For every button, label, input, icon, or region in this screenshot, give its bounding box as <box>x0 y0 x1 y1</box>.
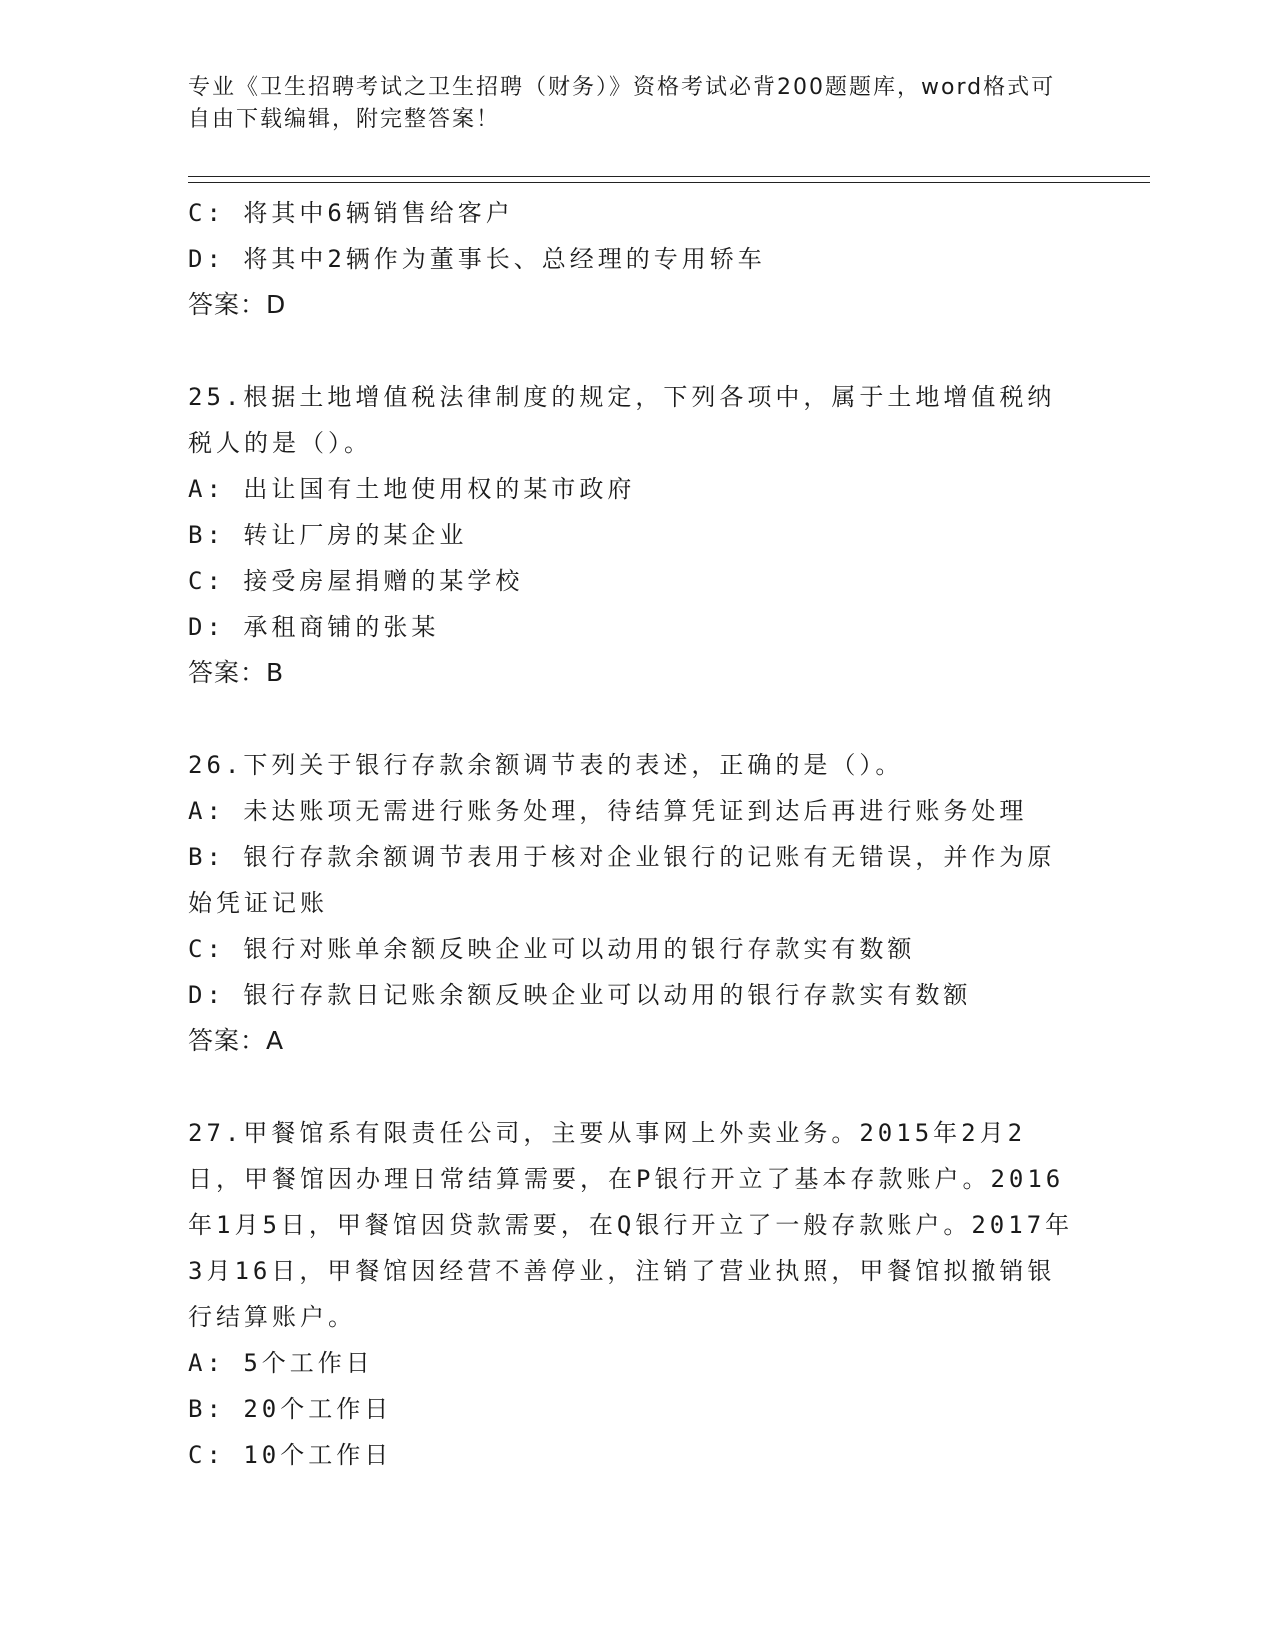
question-content <box>188 190 1078 1478</box>
spacer <box>188 696 1078 742</box>
option-b: B: 20个工作日 <box>188 1395 393 1423</box>
option-c: C: 将其中6辆销售给客户 <box>188 199 514 227</box>
answer-line: 答案：A <box>188 1026 285 1055</box>
question-26 <box>188 742 1078 1064</box>
header-intro-text: 专业《卫生招聘考试之卫生招聘（财务）》资格考试必背200题题库，word格式可自由下载编辑，附完整答案！ <box>188 75 1056 132</box>
question-27 <box>188 1110 1078 1478</box>
option-a: A: 出让国有土地使用权的某市政府 <box>188 475 636 503</box>
option-d: D: 银行存款日记账余额反映企业可以动用的银行存款实有数额 <box>188 981 972 1009</box>
spacer <box>188 328 1078 374</box>
option-d: D: 将其中2辆作为董事长、总经理的专用轿车 <box>188 245 766 273</box>
header-divider-bottom <box>188 182 1150 183</box>
question-stem: 26.下列关于银行存款余额调节表的表述，正确的是（）。 <box>188 751 904 779</box>
option-c: C: 银行对账单余额反映企业可以动用的银行存款实有数额 <box>188 935 916 963</box>
answer-line: 答案：D <box>188 290 287 319</box>
option-b: B: 银行存款余额调节表用于核对企业银行的记账有无错误，并作为原始凭证记账 <box>188 843 1056 917</box>
spacer <box>188 1064 1078 1110</box>
option-b: B: 转让厂房的某企业 <box>188 521 468 549</box>
question-24-tail <box>188 190 1078 328</box>
option-d: D: 承租商铺的张某 <box>188 613 440 641</box>
answer-line: 答案：B <box>188 658 285 687</box>
question-25 <box>188 374 1078 696</box>
option-c: C: 接受房屋捐赠的某学校 <box>188 567 524 595</box>
option-a: A: 未达账项无需进行账务处理，待结算凭证到达后再进行账务处理 <box>188 797 1028 825</box>
header-divider-top <box>188 176 1150 177</box>
question-stem: 27.甲餐馆系有限责任公司，主要从事网上外卖业务。2015年2月2日，甲餐馆因办理日常结算需要，在P银行开立了基本存款账户。2016年1月5日，甲餐馆因贷款需要，在Q银行开立了一般存款账户。2017年3月16日，甲餐馆因经营不善停业，注销了营业执照，甲餐馆拟撤销银行结算账户。 <box>188 1119 1074 1331</box>
option-a: A: 5个工作日 <box>188 1349 374 1377</box>
option-c: C: 10个工作日 <box>188 1441 393 1469</box>
document-header <box>188 72 1068 136</box>
question-stem: 25.根据土地增值税法律制度的规定，下列各项中，属于土地增值税纳税人的是（）。 <box>188 383 1056 457</box>
